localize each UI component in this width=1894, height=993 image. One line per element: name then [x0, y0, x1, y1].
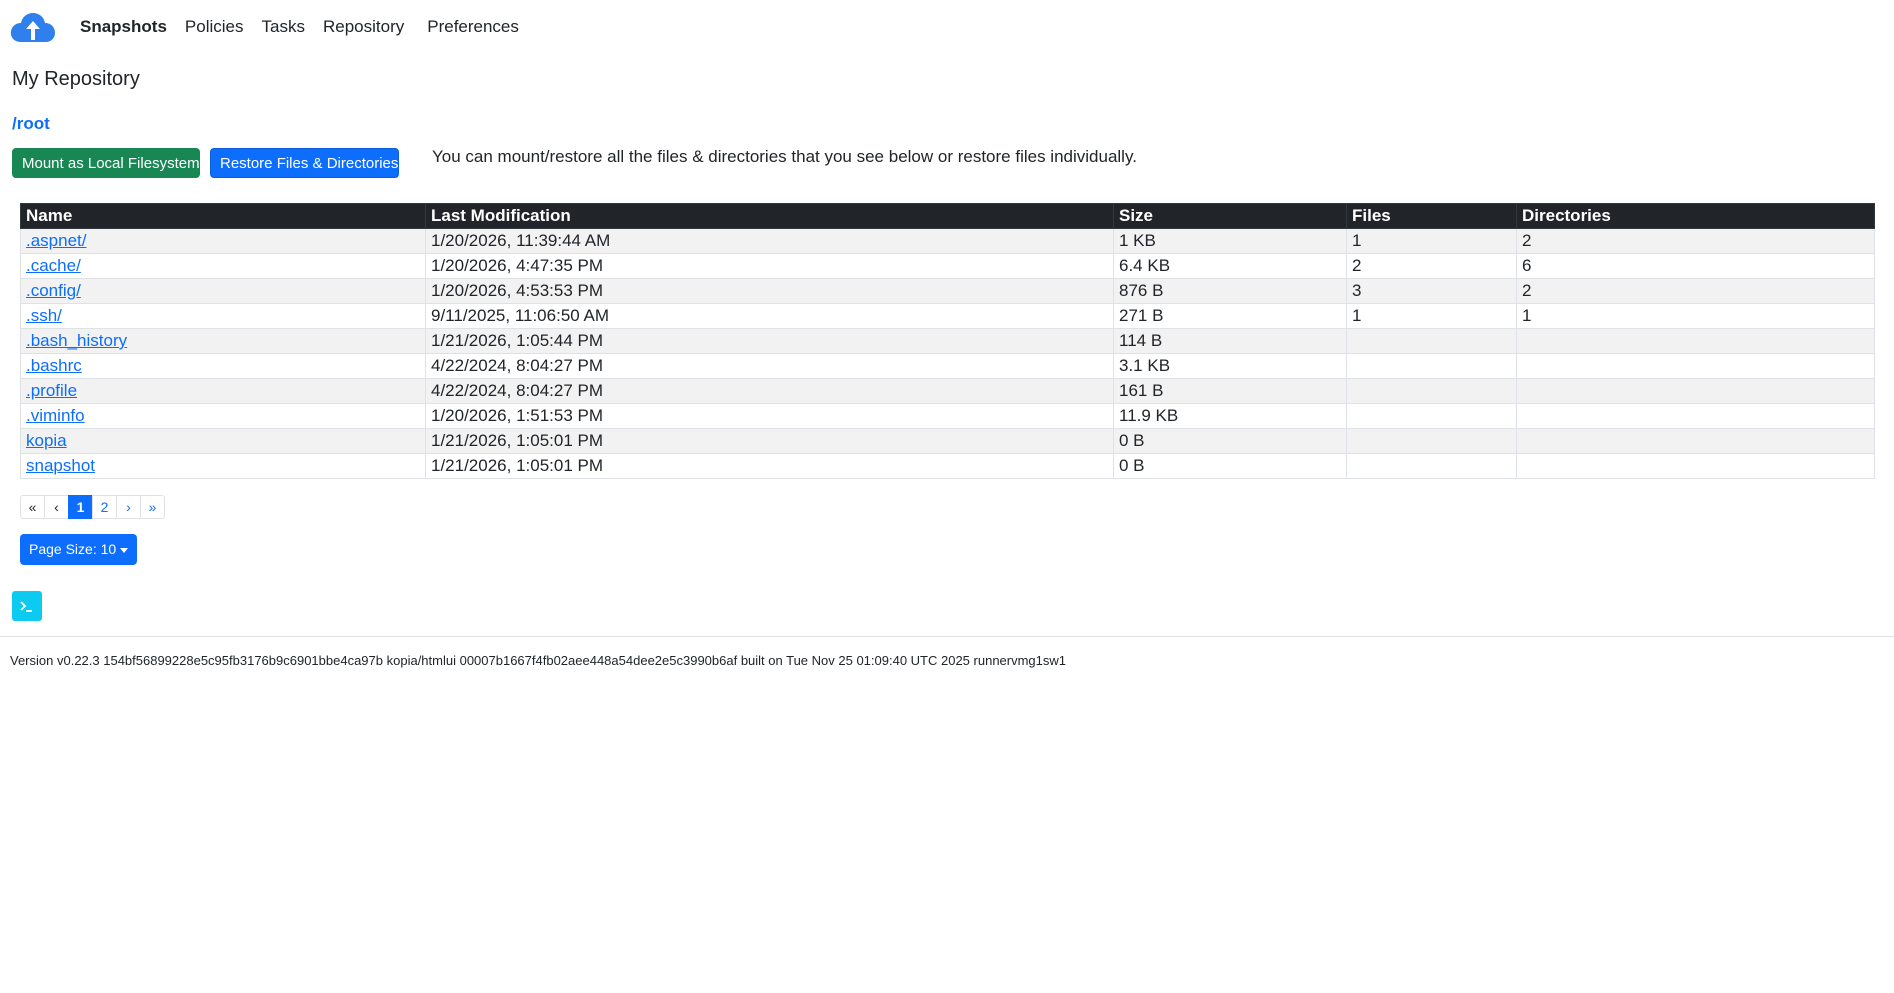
size-cell: 6.4 KB — [1114, 254, 1347, 279]
size-cell: 11.9 KB — [1114, 404, 1347, 429]
file-link[interactable]: .aspnet/ — [26, 231, 87, 250]
table-row — [21, 429, 1875, 454]
files-cell — [1347, 429, 1517, 454]
table-row — [21, 354, 1875, 379]
file-name-cell — [21, 404, 426, 429]
file-name-cell — [21, 279, 426, 304]
size-cell: 3.1 KB — [1114, 354, 1347, 379]
table-row — [21, 279, 1875, 304]
first-page-button[interactable]: « — [20, 495, 45, 519]
dirs-cell — [1517, 454, 1875, 479]
nav-item-repository[interactable]: Repository — [322, 17, 405, 36]
dirs-cell: 1 — [1517, 304, 1875, 329]
file-name-cell — [21, 379, 426, 404]
column-header-size[interactable]: Size — [1114, 204, 1347, 229]
breadcrumb-root[interactable]: /root — [12, 114, 50, 133]
nav-item-policies[interactable]: Policies — [184, 17, 244, 36]
column-header-last-modification[interactable]: Last Modification — [426, 204, 1114, 229]
file-link[interactable]: .cache/ — [26, 256, 81, 275]
column-header-files[interactable]: Files — [1347, 204, 1517, 229]
restore-hint-text: You can mount/restore all the files & directories that you see below or restore files individually. — [432, 147, 1137, 166]
files-cell — [1347, 354, 1517, 379]
files-cell: 1 — [1347, 229, 1517, 254]
modified-cell: 1/20/2026, 4:47:35 PM — [426, 254, 1114, 279]
dirs-cell — [1517, 329, 1875, 354]
file-table-container — [20, 203, 1874, 479]
files-cell — [1347, 454, 1517, 479]
cloud-upload-icon[interactable] — [10, 12, 56, 44]
file-name-cell — [21, 454, 426, 479]
files-cell — [1347, 379, 1517, 404]
files-cell — [1347, 329, 1517, 354]
table-row — [21, 329, 1875, 354]
file-link[interactable]: .profile — [26, 381, 78, 400]
restore-files-button[interactable]: Restore Files & Directories — [210, 148, 399, 178]
terminal-icon — [12, 606, 42, 625]
dirs-cell — [1517, 429, 1875, 454]
modified-cell: 1/21/2026, 1:05:44 PM — [426, 329, 1114, 354]
column-header-name[interactable]: Name — [21, 204, 426, 229]
file-name-cell — [21, 329, 426, 354]
table-row — [21, 304, 1875, 329]
column-header-directories[interactable]: Directories — [1517, 204, 1875, 229]
files-cell — [1347, 404, 1517, 429]
page-size-label: Page Size: 10 — [29, 541, 117, 557]
dirs-cell — [1517, 404, 1875, 429]
table-row — [21, 379, 1875, 404]
size-cell: 0 B — [1114, 429, 1347, 454]
modified-cell: 1/21/2026, 1:05:01 PM — [426, 429, 1114, 454]
size-cell: 114 B — [1114, 329, 1347, 354]
file-name-cell — [21, 304, 426, 329]
table-header-row — [21, 204, 1875, 229]
nav-item-preferences[interactable]: Preferences — [427, 17, 519, 36]
navbar — [0, 0, 1894, 58]
mount-filesystem-button[interactable]: Mount as Local Filesystem — [12, 148, 200, 178]
nav-links — [80, 17, 537, 37]
last-page-button[interactable]: » — [140, 495, 165, 519]
dirs-cell: 6 — [1517, 254, 1875, 279]
file-link[interactable]: snapshot — [26, 456, 95, 475]
dirs-cell — [1517, 354, 1875, 379]
caret-down-icon — [120, 548, 128, 553]
file-link[interactable]: kopia — [26, 431, 67, 450]
page-2-button[interactable]: 2 — [92, 495, 117, 519]
modified-cell: 4/22/2024, 8:04:27 PM — [426, 379, 1114, 404]
files-cell: 2 — [1347, 254, 1517, 279]
modified-cell: 1/20/2026, 11:39:44 AM — [426, 229, 1114, 254]
file-link[interactable]: .ssh/ — [26, 306, 62, 325]
version-footer: Version v0.22.3 154bf56899228e5c95fb3176b9c6901bbe4ca97b kopia/htmlui 00007b1667f4fb02aee448a54dee2e5c3990b6af built on Tue Nov 25 01:09:40 UTC 2025 runnervmg1sw1 — [10, 653, 1067, 668]
files-cell: 3 — [1347, 279, 1517, 304]
file-link[interactable]: .config/ — [26, 281, 81, 300]
next-page-button[interactable]: › — [116, 495, 141, 519]
file-name-cell — [21, 229, 426, 254]
file-link[interactable]: .viminfo — [26, 406, 85, 425]
file-link[interactable]: .bash_history — [26, 331, 128, 350]
size-cell: 0 B — [1114, 454, 1347, 479]
dirs-cell: 2 — [1517, 279, 1875, 304]
table-row — [21, 254, 1875, 279]
file-name-cell — [21, 354, 426, 379]
nav-item-tasks[interactable]: Tasks — [261, 17, 305, 36]
page-size-dropdown[interactable] — [20, 534, 137, 565]
prev-page-button[interactable]: ‹ — [44, 495, 69, 519]
dirs-cell: 2 — [1517, 229, 1875, 254]
file-table — [20, 203, 1875, 479]
page-1-button[interactable]: 1 — [68, 495, 93, 519]
size-cell: 876 B — [1114, 279, 1347, 304]
table-row — [21, 229, 1875, 254]
table-row — [21, 404, 1875, 429]
modified-cell: 1/20/2026, 4:53:53 PM — [426, 279, 1114, 304]
dirs-cell — [1517, 379, 1875, 404]
files-cell: 1 — [1347, 304, 1517, 329]
modified-cell: 1/20/2026, 1:51:53 PM — [426, 404, 1114, 429]
file-name-cell — [21, 254, 426, 279]
size-cell: 161 B — [1114, 379, 1347, 404]
terminal-button[interactable] — [12, 591, 42, 621]
modified-cell: 4/22/2024, 8:04:27 PM — [426, 354, 1114, 379]
page-title: My Repository — [12, 68, 140, 90]
footer-divider — [0, 636, 1894, 637]
modified-cell: 9/11/2025, 11:06:50 AM — [426, 304, 1114, 329]
file-name-cell — [21, 429, 426, 454]
modified-cell: 1/21/2026, 1:05:01 PM — [426, 454, 1114, 479]
pagination — [20, 495, 165, 519]
file-link[interactable]: .bashrc — [26, 356, 82, 375]
nav-item-snapshots[interactable]: Snapshots — [80, 17, 167, 36]
size-cell: 1 KB — [1114, 229, 1347, 254]
table-row — [21, 454, 1875, 479]
size-cell: 271 B — [1114, 304, 1347, 329]
